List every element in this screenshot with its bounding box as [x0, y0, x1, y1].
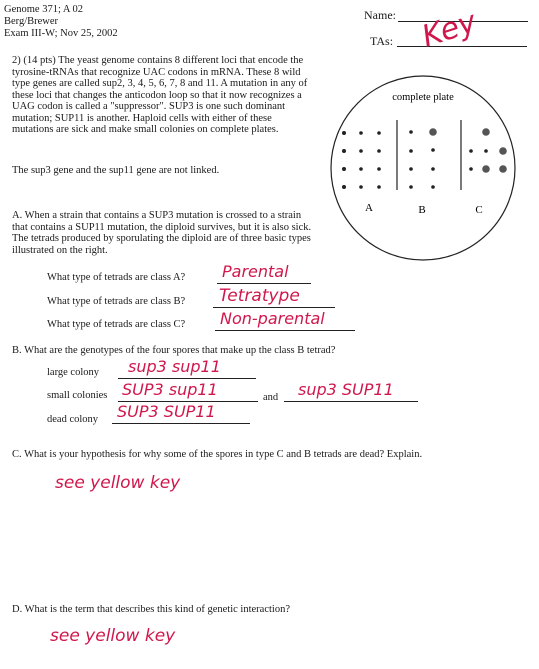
part-a-answer-b: Tetratype: [219, 286, 300, 306]
part-a-answer-a: Parental: [222, 262, 289, 281]
part-c-answer: see yellow key: [55, 473, 181, 493]
dead-colony-answer: SUP3 SUP11: [117, 402, 216, 421]
part-a-text: A. When a strain that contains a SUP3 mutation is crossed to a strain that contains a SUP11 mutation, the diploid survives, but it is also sick. The tetrads produced by sporulating the diploid are of three basic types illustrated on the right.: [12, 210, 312, 256]
plate-label-a: A: [365, 202, 373, 214]
answer-line-a: [217, 283, 311, 284]
part-b-question: B. What are the genotypes of the four spores that make up the class B tetrad?: [12, 345, 336, 356]
linkage-statement: The sup3 gene and the sup11 gene are not linked.: [12, 165, 220, 176]
tetrads-class-a: [342, 131, 381, 189]
tetrads-class-c: [469, 128, 507, 173]
part-a-answer-c: Non-parental: [220, 309, 325, 328]
plate-label-c: C: [475, 204, 483, 216]
question-intro: 2) (14 pts) The yeast genome contains 8 different loci that encode the tyrosine-tRNAs that recognize UAC codons in mRNA. These 8 wild type genes are called sup2, 3, 4, 5, 6, 7, 8 and 11. A mutation in any of these loci that changes the anticodon loop so that it now recognizes a UAG codon is called a "suppressor". SUP3 is one such dominant mutation; SUP11 is another. Haploid cells with either of these mutations are sick and make small colonies on complete plates.: [12, 55, 308, 135]
dead-colony-label: dead colony: [47, 414, 99, 425]
small-colonies-answer-1: SUP3 sup11: [122, 380, 218, 399]
tetrads-class-b: [409, 128, 437, 189]
large-colony-answer: sup3 sup11: [128, 357, 221, 376]
answer-line-c: [215, 330, 355, 331]
complete-plate-diagram: [323, 68, 523, 268]
part-a-question-a: What type of tetrads are class A?: [47, 272, 186, 283]
exam-info: Exam III-W; Nov 25, 2002: [4, 28, 118, 39]
part-a-question-b: What type of tetrads are class B?: [47, 296, 186, 307]
small-colonies-answer-2: sup3 SUP11: [298, 380, 394, 399]
part-d-answer: see yellow key: [50, 626, 176, 646]
tas-label: TAs:: [370, 34, 394, 48]
plate-title: complete plate: [392, 92, 454, 103]
dead-colony-line: [112, 423, 250, 424]
large-colony-label: large colony: [47, 367, 99, 378]
course-title: Genome 371; A 02: [4, 4, 84, 15]
small-colonies-label: small colonies: [47, 390, 108, 401]
large-colony-line: [118, 378, 256, 379]
small-colonies-line-2: [284, 401, 418, 402]
part-d-question: D. What is the term that describes this kind of genetic interaction?: [12, 604, 290, 615]
part-c-question: C. What is your hypothesis for why some of the spores in type C and B tetrads are dead? Explain.: [12, 449, 423, 460]
plate-label-b: B: [418, 204, 426, 216]
answer-line-b: [213, 307, 335, 308]
instructors: Berg/Brewer: [4, 16, 59, 27]
name-label: Name:: [364, 8, 396, 22]
tas-line: [397, 46, 527, 47]
name-handwritten: Key: [417, 4, 481, 55]
and-label: and: [263, 392, 279, 403]
part-a-question-c: What type of tetrads are class C?: [47, 319, 186, 330]
